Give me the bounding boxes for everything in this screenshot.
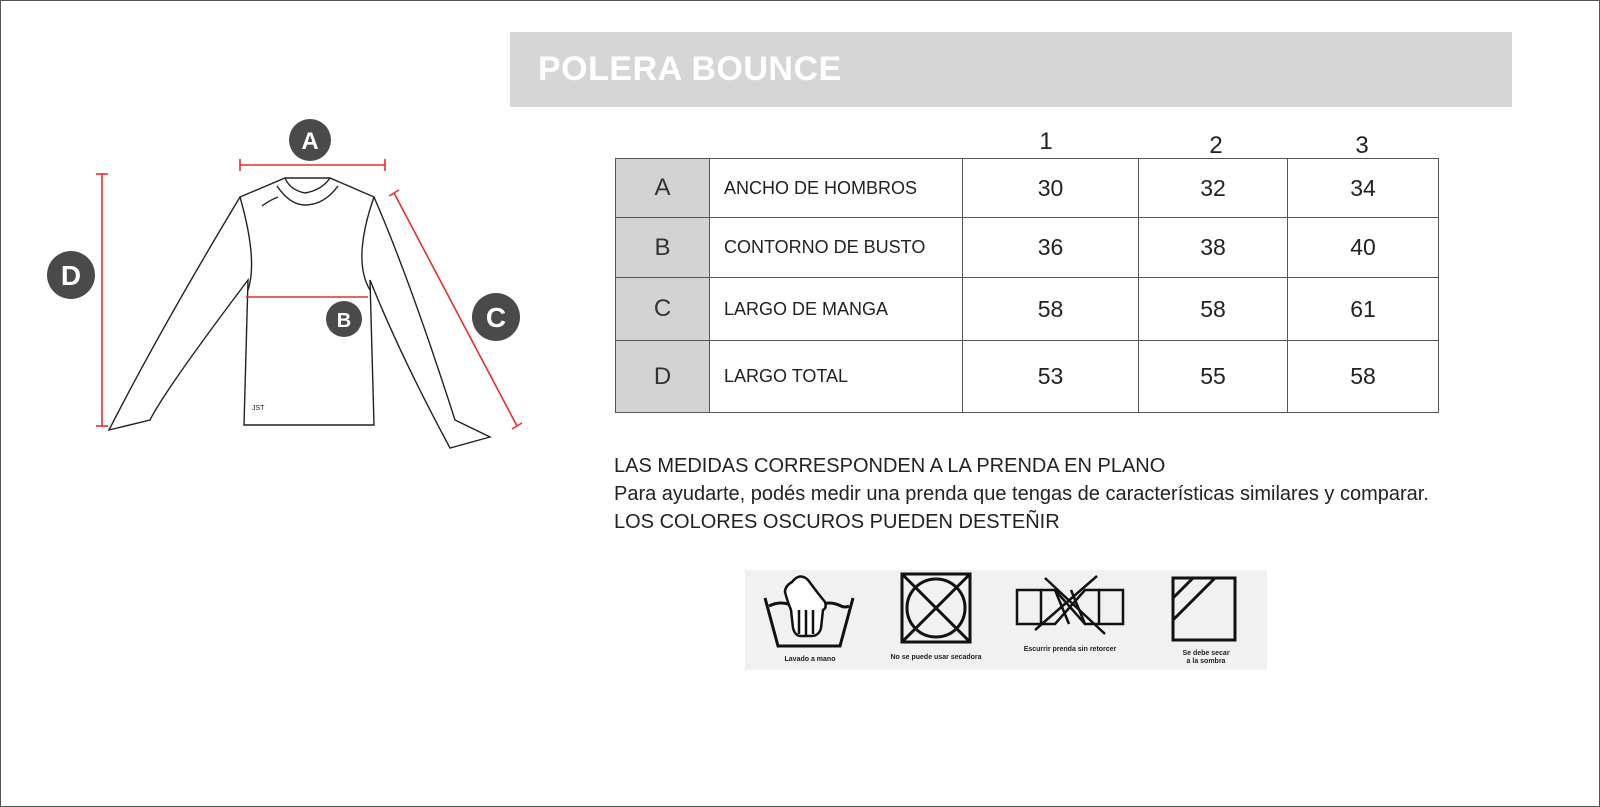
cell-value: 32 xyxy=(1139,159,1288,218)
row-label: ANCHO DE HOMBROS xyxy=(710,159,963,218)
no-tumble-dry-icon xyxy=(880,570,992,648)
notes xyxy=(614,452,1429,536)
badge-b xyxy=(326,301,362,337)
size-header-3: 3 xyxy=(1355,132,1369,159)
cell-value: 38 xyxy=(1139,218,1288,278)
row-label: LARGO TOTAL xyxy=(710,341,963,413)
size-table xyxy=(615,158,1439,413)
title-bar xyxy=(510,32,1512,107)
hand-wash-icon xyxy=(745,570,875,652)
cell-value: 58 xyxy=(1288,341,1439,413)
cell-value: 55 xyxy=(1139,341,1288,413)
badge-c-label: C xyxy=(485,302,507,333)
note-measurements: LAS MEDIDAS CORRESPONDEN A LA PRENDA EN PLANO xyxy=(614,455,1166,477)
cell-value: 58 xyxy=(1139,278,1288,341)
row-label: LARGO DE MANGA xyxy=(710,278,963,341)
care-label-no-tumble-dry: No se puede usar secadora xyxy=(890,654,982,661)
care-hand-wash xyxy=(745,570,875,670)
row-label: CONTORNO DE BUSTO xyxy=(710,218,963,278)
page-title: POLERA BOUNCE xyxy=(538,50,842,88)
table-row xyxy=(616,159,1439,218)
cell-value: 40 xyxy=(1288,218,1439,278)
table-row xyxy=(616,218,1439,278)
table-row xyxy=(616,278,1439,341)
shirt-outline xyxy=(109,178,490,448)
cell-value: 61 xyxy=(1288,278,1439,341)
badge-b-label: B xyxy=(336,310,352,332)
size-header-2: 2 xyxy=(1209,132,1223,159)
cell-value: 34 xyxy=(1288,159,1439,218)
table-row xyxy=(616,341,1439,413)
row-letter: D xyxy=(616,341,710,413)
badge-a-label: A xyxy=(301,128,319,155)
badge-c xyxy=(472,293,520,341)
care-no-wring xyxy=(1005,570,1135,670)
no-wring-icon xyxy=(1005,570,1135,640)
care-no-tumble-dry xyxy=(880,570,992,670)
care-label-dry-in-shade-2: a la sombra xyxy=(1186,658,1226,665)
cell-value: 58 xyxy=(963,278,1139,341)
garment-diagram xyxy=(0,0,540,470)
care-dry-in-shade xyxy=(1145,570,1267,670)
row-letter: B xyxy=(616,218,710,278)
badge-d-label: D xyxy=(60,260,82,291)
size-header-1: 1 xyxy=(1039,128,1053,155)
dry-in-shade-icon xyxy=(1145,570,1267,644)
note-colors: LOS COLORES OSCUROS PUEDEN DESTEÑIR xyxy=(614,511,1060,533)
row-letter: C xyxy=(616,278,710,341)
care-symbols xyxy=(745,570,1267,670)
care-label-hand-wash: Lavado a mano xyxy=(784,656,836,663)
cell-value: 53 xyxy=(963,341,1139,413)
badge-a xyxy=(289,119,331,161)
cell-value: 36 xyxy=(963,218,1139,278)
note-compare: Para ayudarte, podés medir una prenda que tengas de características similares y comparar. xyxy=(614,483,1429,505)
care-label-dry-in-shade-1: Se debe secar xyxy=(1182,650,1230,657)
cell-value: 30 xyxy=(963,159,1139,218)
garment-logo: JST xyxy=(252,405,265,412)
row-letter: A xyxy=(616,159,710,218)
badge-d xyxy=(47,251,95,299)
care-label-no-wring: Escurrir prenda sin retorcer xyxy=(1023,646,1117,653)
